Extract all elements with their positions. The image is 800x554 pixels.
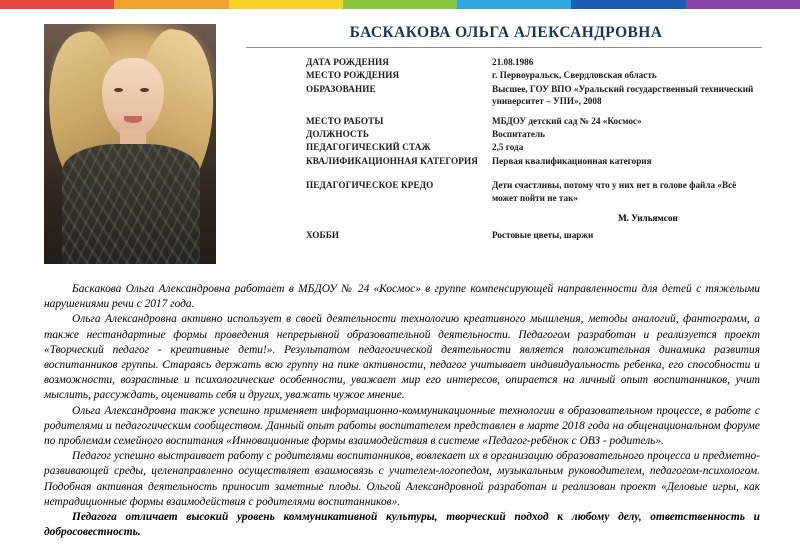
table-row (306, 115, 764, 127)
table-row (306, 83, 764, 108)
paragraph: Педагог успешно выстраивает работу с родителями воспитанников, вовлекает их в организацию образовательного процесса и предметно-развивающей среды, целенаправленно осуществляет взаимосвязь с учителем-логопедом, музыкальным руководителем, педагогом-психологом. Подобная активная деятельность приносит заметные плоды. Ольгой Александровной разработан и реализован проект «Деловые игры, как нетрадиционные формы взаимодействия с родителями воспитанников». (44, 450, 760, 508)
title-divider (246, 47, 762, 48)
table-row (306, 128, 764, 140)
field-label: ХОББИ (306, 230, 340, 241)
table-row (306, 69, 764, 81)
table-row (306, 229, 764, 241)
field-value: Первая квалификационная категория (492, 155, 652, 166)
field-label: ОБРАЗОВАНИЕ (306, 83, 376, 94)
field-value: 21.08.1986 (492, 57, 534, 67)
field-label: ДАТА РОЖДЕНИЯ (306, 57, 389, 67)
paragraph: Баскакова Ольга Александровна работает в МБДОУ № 24 «Космос» в группе компенсирующей направленности для детей с тяжелыми нарушениями речи с 2017 года. (44, 283, 760, 311)
portrait-photo (44, 24, 216, 264)
page-title: БАСКАКОВА ОЛЬГА АЛЕКСАНДРОВНА (349, 24, 663, 41)
field-label: МЕСТО РОЖДЕНИЯ (306, 70, 400, 81)
field-value: Ростовые цветы, шаржи (492, 230, 594, 241)
table-row (306, 141, 764, 153)
field-value: Воспитатель (492, 129, 545, 140)
biography-text (44, 282, 760, 540)
field-label: КВАЛИФИКАЦИОННАЯ КАТЕГОРИЯ (306, 155, 478, 166)
profile-info-table (306, 56, 764, 242)
paragraph: Ольга Александровна активно использует в своей деятельности технологию креативного мышления, методы аналогий, фантограмм, а также нестандартные формы проведения непрерывной образовательной деятельности. Педагогом разработан и реализуется проект «Творческий педагог - креативные дети!». Результатом педагогической деятельности является положительная динамика развития воспитанников группы. Стараясь держать всю группу на пике активности, педагог учитывает индивидуальность ребенка, его способности и возможности, возрастные и психологические особенности, уважает мир его интересов, опирается на личный опыт воспитанников, учит мыслить, рассуждать, оценивать себя и других, уважать чужое мнение. (44, 313, 760, 402)
field-value: МБДОУ детский сад № 24 «Космос» (492, 115, 642, 126)
table-row (306, 56, 764, 68)
field-value: 2,5 года (492, 142, 524, 153)
paragraph: Ольга Александровна также успешно применяет информационно-коммуникационные технологии в образовательном процессе, в работе с родителями и педагогическим сообществом. Данный опыт работы воспитателем представлен в марте 2018 года на общенациональном форуме по проблемам семейного воспитания «Инновационные формы взаимодействия в системе «Педагог-ребёнок с ОВЗ - родитель». (44, 404, 760, 448)
field-label: МЕСТО РАБОТЫ (306, 115, 384, 126)
field-value: Дети счастливы, потому что у них нет в голове файла «Всё может пойти не так» (492, 180, 737, 203)
field-value: г. Первоуральск, Свердловская область (492, 70, 657, 81)
field-label: ПЕДАГОГИЧЕСКИЙ СТАЖ (306, 142, 431, 153)
decorative-color-bar (0, 0, 800, 9)
table-row (306, 179, 764, 204)
field-label: ДОЛЖНОСТЬ (306, 129, 370, 140)
field-label: ПЕДАГОГИЧЕСКОЕ КРЕДО (306, 180, 434, 191)
credo-author: М. Уильямсон (618, 213, 678, 224)
field-value: Высшее, ГОУ ВПО «Уральский государственный технический университет – УПИ», 2008 (492, 83, 754, 107)
table-row (306, 155, 764, 167)
paragraph: Педагога отличает высокий уровень коммуникативной культуры, творческий подход к любому делу, ответственность и добросовестность. (44, 511, 760, 539)
